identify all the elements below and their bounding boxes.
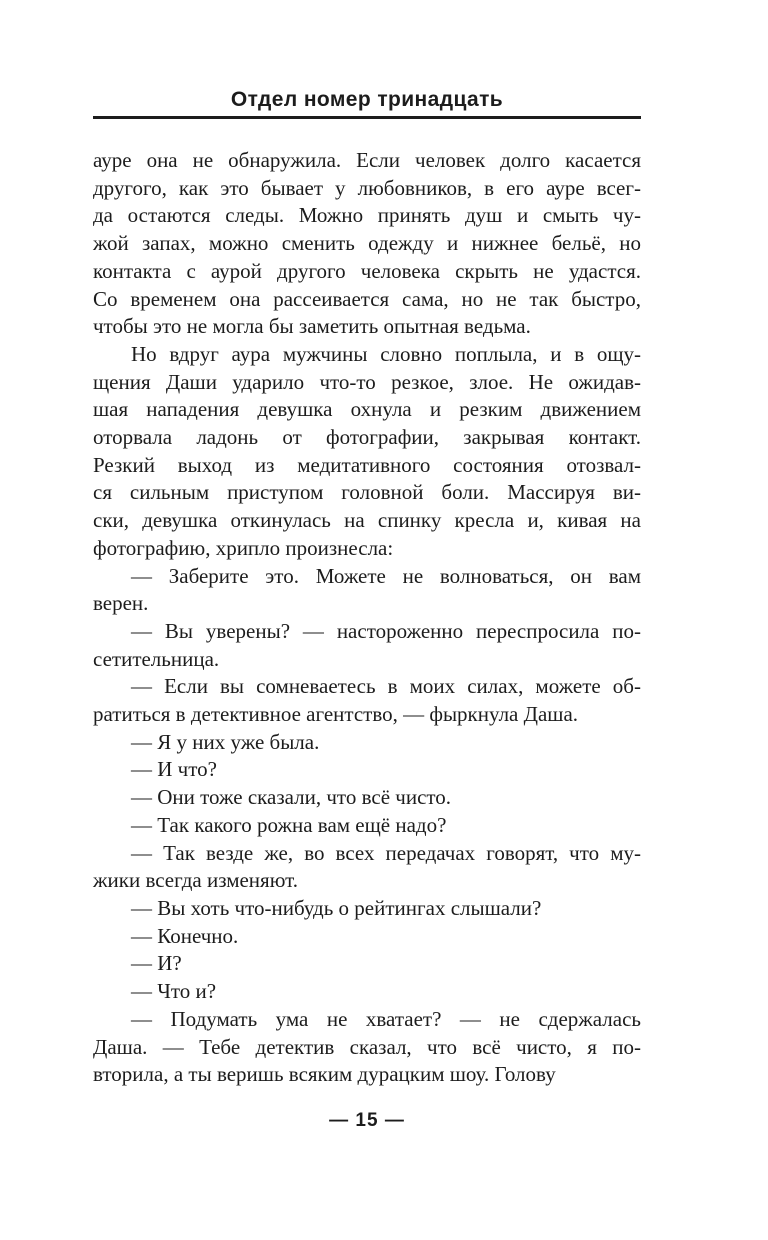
text-line: контакта с аурой другого человека скрыть не удастся.	[93, 258, 641, 283]
paragraph	[93, 563, 641, 618]
text-line: сетительница.	[93, 646, 220, 671]
text-line: — Заберите это. Можете не волноваться, он вам	[131, 563, 641, 588]
text-line: — Вы уверены? — настороженно переспросила по-	[131, 618, 641, 643]
paragraph	[93, 784, 641, 812]
text-line: — Что и?	[131, 979, 217, 1004]
text-line: шая нападения девушка охнула и резким движением	[93, 397, 641, 422]
text-line: жой запах, можно сменить одежду и нижнее бельё, но	[93, 231, 641, 256]
page-number: — 15 —	[329, 1110, 405, 1131]
text-line: Но вдруг аура мужчины словно поплыла, и в ощу-	[131, 341, 641, 366]
text-line: Даша. — Тебе детектив сказал, что всё чисто, я по-	[93, 1034, 641, 1059]
paragraph	[93, 341, 641, 563]
text-line: — Подумать ума не хватает? — не сдержалась	[131, 1006, 641, 1031]
paragraph	[93, 147, 641, 341]
text-line: оторвала ладонь от фотографии, закрывая контакт.	[93, 425, 641, 450]
paragraph	[93, 756, 641, 784]
text-line: щения Даши ударило что-то резкое, злое. Не ожидав-	[93, 369, 641, 394]
text-line: ся сильным приступом головной боли. Массируя ви-	[93, 480, 641, 505]
paragraph	[93, 950, 641, 978]
text-line: — И?	[131, 951, 182, 976]
text-line: другого, как это бывает у любовников, в его ауре всег-	[93, 175, 641, 200]
text-line: да остаются следы. Можно принять душ и смыть чу-	[93, 203, 641, 228]
text-line: фотографию, хрипло произнесла:	[93, 535, 394, 560]
text-line: чтобы это не могла бы заметить опытная ведьма.	[93, 314, 531, 339]
text-line: ауре она не обнаружила. Если человек долго касается	[93, 148, 641, 172]
page-body	[93, 147, 641, 1089]
text-column	[93, 0, 641, 1089]
text-line: ски, девушка откинулась на спинку кресла и, кивая на	[93, 508, 641, 533]
header-rule	[93, 116, 641, 119]
text-line: — И что?	[131, 757, 217, 782]
page-footer	[93, 1110, 641, 1132]
paragraph	[93, 673, 641, 728]
paragraph	[93, 812, 641, 840]
text-line: — Конечно.	[131, 923, 239, 948]
text-line: Резкий выход из медитативного состояния отозвал-	[93, 452, 641, 477]
paragraph	[93, 840, 641, 895]
paragraph	[93, 923, 641, 951]
paragraph	[93, 978, 641, 1006]
text-line: — Я у них уже была.	[131, 729, 320, 754]
paragraph	[93, 729, 641, 757]
text-line: жики всегда изменяют.	[93, 868, 298, 893]
text-line: верен.	[93, 591, 149, 616]
text-line: Со временем она рассеивается сама, но не так быстро,	[93, 286, 641, 311]
text-line: ратиться в детективное агентство, — фыркнула Даша.	[93, 702, 579, 727]
text-line: — Они тоже сказали, что всё чисто.	[131, 785, 452, 810]
text-line: — Так какого рожна вам ещё надо?	[131, 812, 447, 837]
text-line: — Так везде же, во всех передачах говорят, что му-	[131, 840, 641, 865]
paragraph	[93, 618, 641, 673]
text-line: вторила, а ты веришь всяким дурацким шоу. Голову	[93, 1062, 556, 1087]
text-line: — Если вы сомневаетесь в моих силах, можете об-	[131, 674, 641, 699]
paragraph	[93, 895, 641, 923]
text-line: — Вы хоть что-нибудь о рейтингах слышали?	[131, 895, 542, 920]
running-header: Отдел номер тринадцать	[230, 88, 504, 111]
paragraph	[93, 1006, 641, 1089]
